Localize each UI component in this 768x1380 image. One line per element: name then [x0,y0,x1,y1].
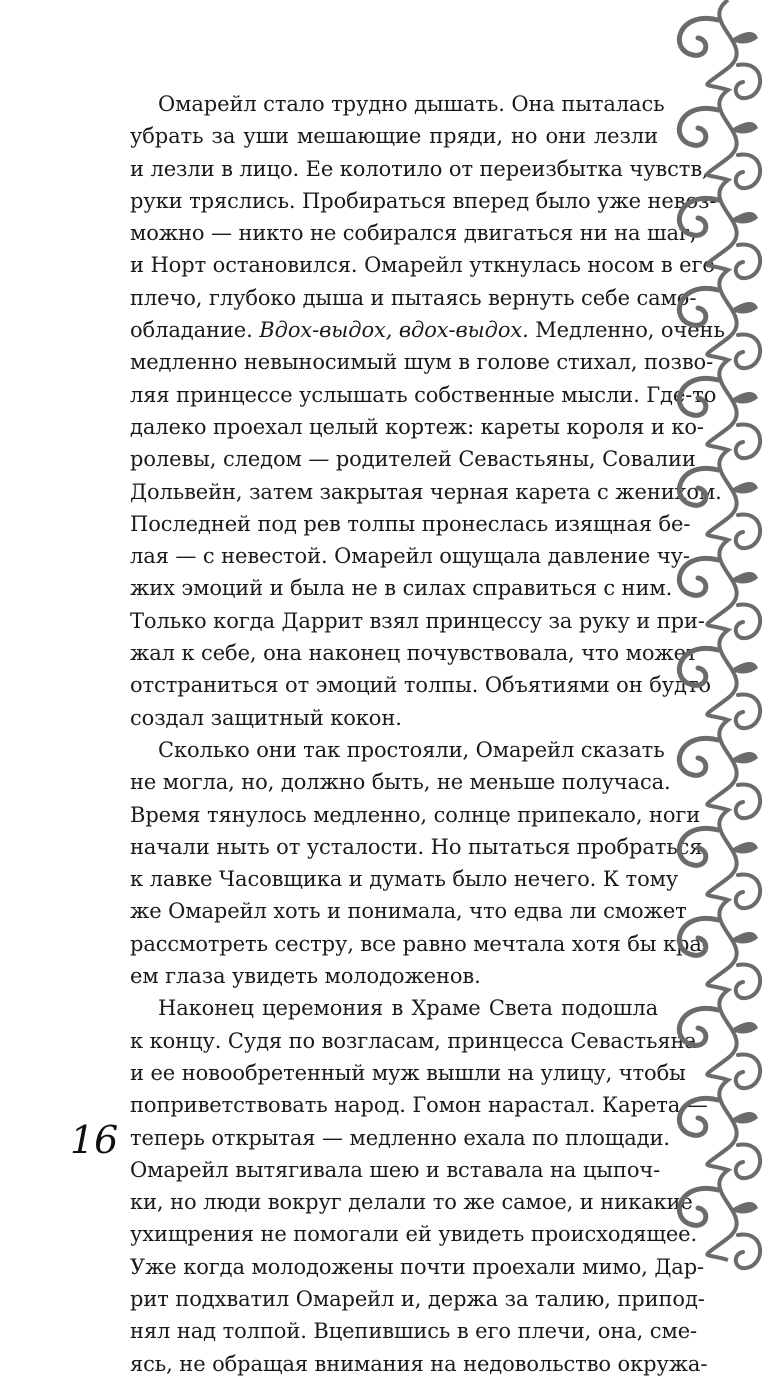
text-line: Уже когда молодожены почти проехали мимо, Дар- [130,1254,705,1279]
text-line: жал к себе, она наконец почувствовала, что может [130,641,698,666]
text-line: не могла, но, должно быть, не меньше получаса. [130,770,671,795]
text-line: Сколько они так простояли, Омарейл сказать [158,737,665,762]
decorative-swirl-border [658,0,768,1240]
text-line: Время тянулось медленно, солнце припекало, ноги [130,802,701,827]
text-line: начали ныть от усталости. Но пытаться пробраться [130,834,703,859]
text-line: руки тряслись. Пробираться вперед было уже невоз- [130,188,717,213]
text-line: к концу. Судя по возгласам, принцесса Севастьяна [130,1028,697,1053]
text-line: Только когда Даррит взял принцессу за руку и при- [130,608,705,633]
body-text [130,88,725,1380]
text-line: и Норт остановился. Омарейл уткнулась носом в его [130,253,715,278]
text-line: нял над толпой. Вцепившись в его плечи, она, сме- [130,1319,698,1344]
text-line: рассмотреть сестру, все равно мечтала хотя бы кра- [130,931,709,956]
page-number: 16 [70,1118,119,1162]
text-line: ясь, не обращая внимания на недовольство окружа- [130,1351,708,1376]
text-line: можно — никто не собирался двигаться ни на шаг, [130,221,697,246]
text-line: ки, но люди вокруг делали то же самое, и никакие [130,1190,693,1215]
text-line: лая — с невестой. Омарейл ощущала давление чу- [130,544,690,569]
text-line: медленно невыносимый шум в голове стихал, позво- [130,350,714,375]
text-line: и лезли в лицо. Ее колотило от переизбытка чувств, [130,156,709,181]
text-line: убрать за уши мешающие пряди, но они лезли [130,124,658,149]
text-line: Омарейл вытягивала шею и вставала на цыпоч- [130,1157,661,1182]
text-line: теперь открытая — медленно ехала по площади. [130,1125,670,1150]
text-line: создал защитный кокон. [130,705,402,730]
text-line: далеко проехал целый кортеж: кареты короля и ко- [130,414,704,439]
text-line: Наконец церемония в Храме Света подошла [158,996,658,1021]
text-line: ем глаза увидеть молодоженов. [130,964,481,989]
text-line: Последней под рев толпы пронеслась изящная бе- [130,511,691,536]
text-line: и ее новообретенный муж вышли на улицу, чтобы [130,1060,686,1085]
text-line: Дольвейн, затем закрытая черная карета с женихом. [130,479,722,504]
text-line: рит подхватил Омарейл и, держа за талию, припод- [130,1286,705,1311]
text-line: к лавке Часовщика и думать было нечего. К тому [130,867,679,892]
text-line: жих эмоций и была не в силах справиться с ним. [130,576,673,601]
text-line: отстраниться от эмоций толпы. Объятиями он будто [130,673,711,698]
text-line: поприветствовать народ. Гомон нарастал. Карета — [130,1093,708,1118]
text-line: ухищрения не помогали ей увидеть происходящее. [130,1222,698,1247]
text-line: обладание. Вдох-выдох, вдох-выдох. Медленно, очень [130,318,725,343]
text-line: ролевы, следом — родителей Севастьяны, Совалии [130,447,696,472]
text-line: плечо, глубоко дыша и пытаясь вернуть себе само- [130,285,697,310]
text-line: Омарейл стало трудно дышать. Она пыталась [158,92,665,116]
text-line: же Омарейл хоть и понимала, что едва ли сможет [130,899,687,924]
text-line: ляя принцессе услышать собственные мысли. Где-то [130,382,717,407]
